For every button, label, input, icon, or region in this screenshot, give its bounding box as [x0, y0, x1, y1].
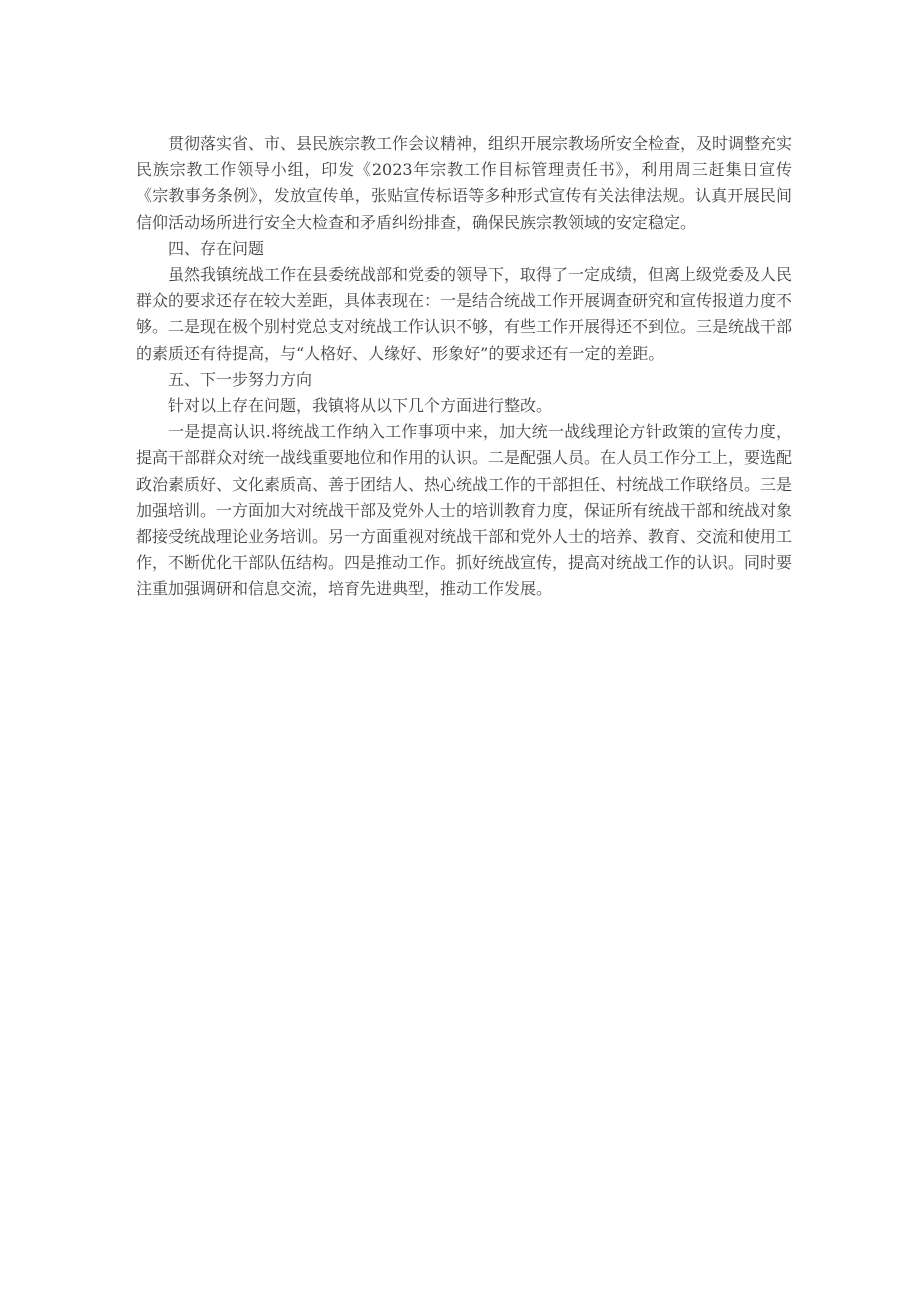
paragraph-problems: 虽然我镇统战工作在县委统战部和党委的领导下，取得了一定成绩，但离上级党委及人民群众的要求还存在较大差距，具体表现在：一是结合统战工作开展调查研究和宣传报道力度不够。二是现在极个别村党总支对统战工作认识不够，有些工作开展得还不到位。三是统战干部的素质还有待提高，与“人格好、人缘好、形象好”的要求还有一定的差距。	[136, 265, 793, 363]
paragraph-rectification-intro: 针对以上存在问题，我镇将从以下几个方面进行整改。	[168, 396, 553, 416]
section-heading-problems: 四、存在问题	[168, 238, 265, 258]
document-body	[136, 131, 792, 603]
paragraph-rectification-measures: 一是提高认识.将统战工作纳入工作事项中来，加大统一战线理论方针政策的宣传力度，提高干部群众对统一战线重要地位和作用的认识。二是配强人员。在人员工作分工上，要选配政治素质好、文化素质高、善于团结人、热心统战工作的干部担任、村统战工作联络员。三是加强培训。一方面加大对统战干部及党外人士的培训教育力度，保证所有统战干部和统战对象都接受统战理论业务培训。另一方面重视对统战干部和党外人士的培养、教育、交流和使用工作，不断优化干部队伍结构。四是推动工作。抓好统战宣传，提高对统战工作的认识。同时要注重加强调研和信息交流，培育先进典型，推动工作发展。	[136, 422, 793, 599]
paragraph-religious-affairs: 贯彻落实省、市、县民族宗教工作会议精神，组织开展宗教场所安全检查，及时调整充实民族宗教工作领导小组，印发《2023年宗教工作目标管理责任书》，利用周三赶集日宣传《宗教事务条例》，发放宣传单，张贴宣传标语等多种形式宣传有关法律法规。认真开展民间信仰活动场所进行安全大检查和矛盾纠纷排查，确保民族宗教领域的安定稳定。	[136, 134, 793, 232]
section-heading-next-steps: 五、下一步努力方向	[168, 369, 313, 389]
